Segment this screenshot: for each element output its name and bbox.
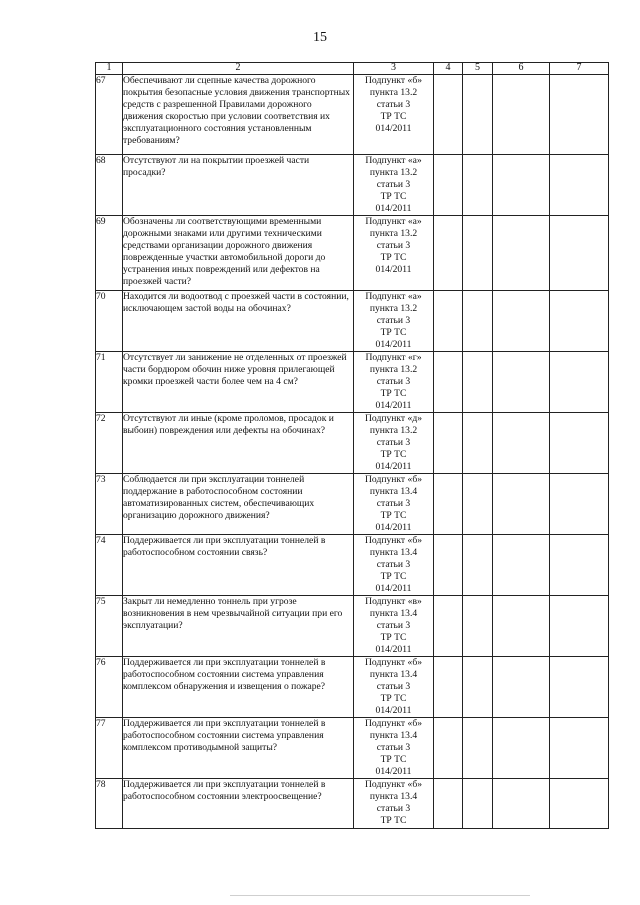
column-header: 4	[434, 63, 463, 75]
table-row	[96, 779, 609, 829]
answer-cell-col-7[interactable]	[550, 216, 609, 291]
reference-line: статьи 3	[376, 315, 411, 326]
answer-cell-col-6[interactable]	[493, 75, 550, 155]
answer-cell-col-4[interactable]	[434, 718, 463, 779]
reference-line: 014/2011	[375, 522, 412, 533]
answer-cell-col-6[interactable]	[493, 291, 550, 352]
reference-line: 014/2011	[375, 705, 412, 716]
reference-line: пункта 13.2	[369, 167, 418, 178]
answer-cell-col-5[interactable]	[463, 155, 493, 216]
reference-line: пункта 13.2	[369, 303, 418, 314]
reference-line: пункта 13.2	[369, 364, 418, 375]
answer-cell-col-7[interactable]	[550, 291, 609, 352]
reference-line: пункта 13.4	[369, 486, 418, 497]
reference-line: Подпункт «д»	[365, 413, 422, 424]
reference-line: пункта 13.2	[369, 228, 418, 239]
reference-line: Подпункт «б»	[365, 718, 422, 729]
answer-cell-col-6[interactable]	[493, 657, 550, 718]
reference-line: ТР ТС	[380, 111, 407, 122]
reference-line: Подпункт «б»	[365, 535, 422, 546]
reference-line: ТР ТС	[380, 693, 407, 704]
row-number: 70	[96, 291, 123, 352]
table-row	[96, 535, 609, 596]
reference-line: ТР ТС	[380, 449, 407, 460]
answer-cell-col-4[interactable]	[434, 155, 463, 216]
legal-reference	[354, 75, 434, 155]
reference-line: Подпункт «а»	[365, 155, 422, 166]
answer-cell-col-5[interactable]	[463, 657, 493, 718]
answer-cell-col-5[interactable]	[463, 75, 493, 155]
answer-cell-col-4[interactable]	[434, 75, 463, 155]
row-number: 75	[96, 596, 123, 657]
answer-cell-col-4[interactable]	[434, 596, 463, 657]
row-number: 67	[96, 75, 123, 155]
legal-reference	[354, 352, 434, 413]
row-number: 76	[96, 657, 123, 718]
reference-line: ТР ТС	[380, 571, 407, 582]
legal-reference	[354, 596, 434, 657]
answer-cell-col-6[interactable]	[493, 474, 550, 535]
column-header: 5	[463, 63, 493, 75]
legal-reference	[354, 474, 434, 535]
reference-line: статьи 3	[376, 559, 411, 570]
answer-cell-col-6[interactable]	[493, 155, 550, 216]
reference-line: статьи 3	[376, 240, 411, 251]
reference-line: пункта 13.4	[369, 547, 418, 558]
table-row	[96, 291, 609, 352]
reference-line: статьи 3	[376, 803, 411, 814]
reference-line: пункта 13.4	[369, 669, 418, 680]
reference-line: Подпункт «б»	[365, 75, 422, 86]
header-row	[96, 63, 609, 75]
question-text: Отсутствует ли занижение не отделенных от проезжей части бордюром обочин ниже уровня прилегающей кромки проезжей части более чем на 4 см?	[123, 352, 354, 413]
legal-reference	[354, 779, 434, 829]
reference-line: 014/2011	[375, 400, 412, 411]
reference-line: статьи 3	[376, 620, 411, 631]
answer-cell-col-6[interactable]	[493, 413, 550, 474]
scan-edge-line	[230, 895, 530, 896]
question-text: Находится ли водоотвод с проезжей части в состоянии, исключающем застой воды на обочинах?	[123, 291, 354, 352]
row-number: 74	[96, 535, 123, 596]
reference-line: статьи 3	[376, 498, 411, 509]
answer-cell-col-5[interactable]	[463, 352, 493, 413]
table-row	[96, 596, 609, 657]
answer-cell-col-4[interactable]	[434, 474, 463, 535]
answer-cell-col-4[interactable]	[434, 352, 463, 413]
column-header: 2	[123, 63, 354, 75]
answer-cell-col-4[interactable]	[434, 413, 463, 474]
legal-reference	[354, 657, 434, 718]
table-row	[96, 352, 609, 413]
reference-line: ТР ТС	[380, 754, 407, 765]
reference-line: Подпункт «а»	[365, 216, 422, 227]
row-number: 78	[96, 779, 123, 829]
answer-cell-col-5[interactable]	[463, 291, 493, 352]
answer-cell-col-6[interactable]	[493, 779, 550, 829]
reference-line: ТР ТС	[380, 632, 407, 643]
reference-line: 014/2011	[375, 203, 412, 214]
legal-reference	[354, 535, 434, 596]
reference-line: статьи 3	[376, 179, 411, 190]
answer-cell-col-4[interactable]	[434, 216, 463, 291]
answer-cell-col-7[interactable]	[550, 352, 609, 413]
table-row	[96, 474, 609, 535]
column-header: 1	[96, 63, 123, 75]
answer-cell-col-4[interactable]	[434, 535, 463, 596]
column-header: 3	[354, 63, 434, 75]
table-row	[96, 216, 609, 291]
row-number: 68	[96, 155, 123, 216]
column-header: 6	[493, 63, 550, 75]
legal-reference	[354, 413, 434, 474]
answer-cell-col-7[interactable]	[550, 413, 609, 474]
reference-line: ТР ТС	[380, 191, 407, 202]
answer-cell-col-5[interactable]	[463, 779, 493, 829]
answer-cell-col-6[interactable]	[493, 216, 550, 291]
answer-cell-col-7[interactable]	[550, 596, 609, 657]
legal-reference	[354, 155, 434, 216]
answer-cell-col-5[interactable]	[463, 535, 493, 596]
legal-reference	[354, 718, 434, 779]
reference-line: ТР ТС	[380, 252, 407, 263]
answer-cell-col-7[interactable]	[550, 779, 609, 829]
reference-line: Подпункт «в»	[365, 596, 422, 607]
answer-cell-col-7[interactable]	[550, 535, 609, 596]
answer-cell-col-4[interactable]	[434, 291, 463, 352]
answer-cell-col-7[interactable]	[550, 718, 609, 779]
row-number: 77	[96, 718, 123, 779]
reference-line: 014/2011	[375, 339, 412, 350]
question-text: Поддерживается ли при эксплуатации тоннелей в работоспособном состоянии связь?	[123, 535, 354, 596]
legal-reference	[354, 291, 434, 352]
reference-line: 014/2011	[375, 264, 412, 275]
legal-reference	[354, 216, 434, 291]
reference-line: ТР ТС	[380, 815, 407, 826]
reference-line: статьи 3	[376, 99, 411, 110]
table-row	[96, 413, 609, 474]
reference-line: пункта 13.4	[369, 730, 418, 741]
question-text: Обозначены ли соответствующими временными дорожными знаками или другими техническими средствами организации дорожного движения поврежденные участки автомобильной дороги до устранения иных повреждений или дефектов на проезжей части?	[123, 216, 354, 291]
table-row	[96, 155, 609, 216]
answer-cell-col-4[interactable]	[434, 657, 463, 718]
reference-line: 014/2011	[375, 123, 412, 134]
reference-line: Подпункт «б»	[365, 779, 422, 790]
answer-cell-col-7[interactable]	[550, 474, 609, 535]
answer-cell-col-7[interactable]	[550, 155, 609, 216]
answer-cell-col-5[interactable]	[463, 413, 493, 474]
reference-line: 014/2011	[375, 644, 412, 655]
column-header: 7	[550, 63, 609, 75]
reference-line: Подпункт «г»	[365, 352, 422, 363]
reference-line: ТР ТС	[380, 327, 407, 338]
reference-line: ТР ТС	[380, 388, 407, 399]
reference-line: пункта 13.2	[369, 87, 418, 98]
question-text: Поддерживается ли при эксплуатации тоннелей в работоспособном состоянии электроосвещение?	[123, 779, 354, 829]
table-row	[96, 718, 609, 779]
reference-line: пункта 13.2	[369, 425, 418, 436]
page-number: 15	[313, 30, 327, 45]
question-text: Соблюдается ли при эксплуатации тоннелей поддержание в работоспособном состоянии автоматизированных систем, обеспечивающих организацию дорожного движения?	[123, 474, 354, 535]
reference-line: статьи 3	[376, 376, 411, 387]
question-text: Обеспечивают ли сцепные качества дорожного покрытия безопасные условия движения транспортных средств с разрешенной Правилами дорожного движения скоростью при условии соответствия их эксплуатационного состояния установленным требованиям?	[123, 75, 354, 155]
checklist-table	[95, 62, 609, 829]
answer-cell-col-6[interactable]	[493, 718, 550, 779]
reference-line: Подпункт «б»	[365, 474, 422, 485]
reference-line: Подпункт «а»	[365, 291, 422, 302]
reference-line: статьи 3	[376, 742, 411, 753]
answer-cell-col-7[interactable]	[550, 657, 609, 718]
answer-cell-col-5[interactable]	[463, 596, 493, 657]
reference-line: статьи 3	[376, 437, 411, 448]
answer-cell-col-5[interactable]	[463, 474, 493, 535]
reference-line: Подпункт «б»	[365, 657, 422, 668]
answer-cell-col-7[interactable]	[550, 75, 609, 155]
answer-cell-col-6[interactable]	[493, 596, 550, 657]
reference-line: 014/2011	[375, 461, 412, 472]
table-body	[96, 75, 609, 829]
reference-line: ТР ТС	[380, 510, 407, 521]
reference-line: статьи 3	[376, 681, 411, 692]
reference-line: пункта 13.4	[369, 608, 418, 619]
reference-line: пункта 13.4	[369, 791, 418, 802]
answer-cell-col-5[interactable]	[463, 718, 493, 779]
table-row	[96, 657, 609, 718]
answer-cell-col-4[interactable]	[434, 779, 463, 829]
row-number: 69	[96, 216, 123, 291]
table-row	[96, 75, 609, 155]
question-text: Закрыт ли немедленно тоннель при угрозе возникновения в нем чрезвычайной ситуации при его эксплуатации?	[123, 596, 354, 657]
question-text: Отсутствуют ли иные (кроме проломов, просадок и выбоин) повреждения или дефекты на обочинах?	[123, 413, 354, 474]
answer-cell-col-6[interactable]	[493, 352, 550, 413]
question-text: Поддерживается ли при эксплуатации тоннелей в работоспособном состоянии система управления комплексом противодымной защиты?	[123, 718, 354, 779]
row-number: 71	[96, 352, 123, 413]
question-text: Поддерживается ли при эксплуатации тоннелей в работоспособном состоянии система управления комплексом обнаружения и извещения о пожаре?	[123, 657, 354, 718]
row-number: 72	[96, 413, 123, 474]
row-number: 73	[96, 474, 123, 535]
answer-cell-col-6[interactable]	[493, 535, 550, 596]
reference-line: 014/2011	[375, 766, 412, 777]
answer-cell-col-5[interactable]	[463, 216, 493, 291]
question-text: Отсутствуют ли на покрытии проезжей части просадки?	[123, 155, 354, 216]
reference-line: 014/2011	[375, 583, 412, 594]
